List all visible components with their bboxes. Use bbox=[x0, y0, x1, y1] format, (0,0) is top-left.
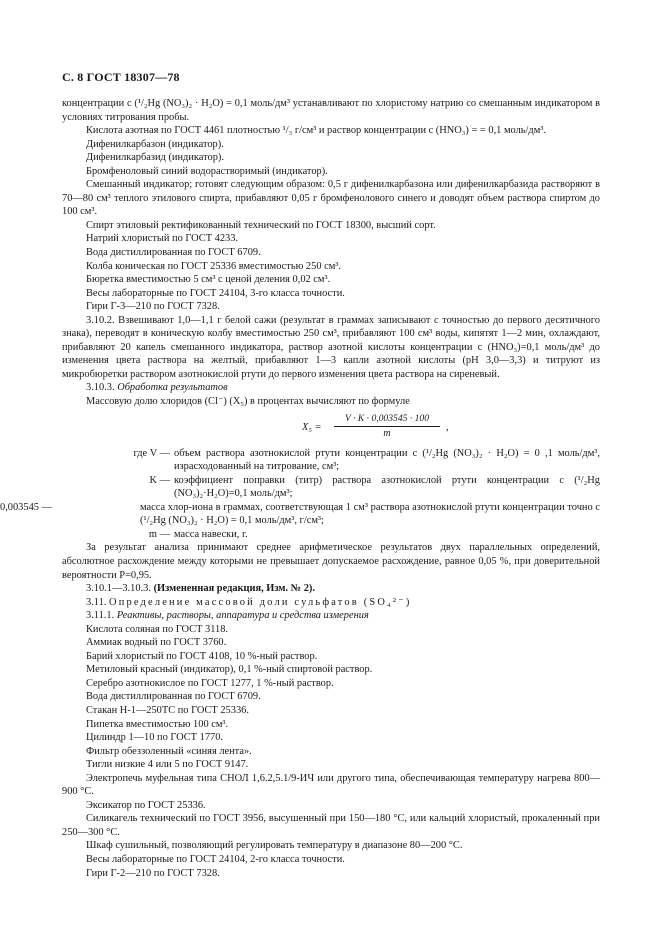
definition-term: 0,003545 — bbox=[0, 501, 52, 513]
formula-lhs: X₅ = bbox=[302, 421, 322, 433]
edition-amendment: (Измененная редакция, Изм. № 2). bbox=[153, 583, 315, 595]
reagent-item: Аммиак водный по ГОСТ 3760. bbox=[86, 637, 227, 649]
reagent-item: Пипетка вместимостью 100 см³. bbox=[86, 718, 229, 730]
item-conical-flask: Колба коническая по ГОСТ 25336 вместимостью 250 см³. bbox=[86, 260, 342, 272]
definition-text: масса навески, г. bbox=[174, 528, 248, 540]
reagent-item: Гири Г-2—210 по ГОСТ 7328. bbox=[86, 867, 220, 879]
section-number: 3.11. bbox=[86, 596, 107, 608]
definition-term: где V — bbox=[133, 447, 170, 459]
reagent-item: Кислота соляная по ГОСТ 3118. bbox=[86, 623, 229, 635]
page-content bbox=[0, 97, 600, 880]
reagent-item: Фильтр обеззоленный «синяя лента». bbox=[86, 745, 252, 757]
definition-row bbox=[62, 474, 600, 501]
reagent-item: Шкаф сушильный, позволяющий регулировать температуру в диапазоне 80—200 °С. bbox=[86, 840, 463, 852]
item-diphenylcarbazide: Дифенилкарбазид (индикатор). bbox=[86, 152, 224, 164]
reagent-item: Стакан Н-1—250ТС по ГОСТ 25336. bbox=[86, 704, 249, 716]
paragraph-titration: концентрации c (¹/₂Hg (NO₃)₂ · H₂O) = 0,1 моль/дм³ устанавливают по хлористому натрию со смешанным индикатором в условиях титрования пробы. bbox=[62, 98, 600, 123]
chloride-formula bbox=[62, 410, 600, 445]
item-distilled-water: Вода дистиллированная по ГОСТ 6709. bbox=[86, 247, 261, 259]
item-sodium-chloride: Натрий хлористый по ГОСТ 4233. bbox=[86, 233, 239, 245]
paragraph-3-10-2: 3.10.2. Взвешивают 1,0—1,1 г белой сажи (результат в граммах записывают с точностью до первого десятичного знака), переводят в коническую колбу вместимостью 250 см³, прибавляют 100 см³ воды, кипятят 1—2 мин, охлаждают, прибавляют 20 капель смешанного индикатора, раствор азотной кислоты концентрации c (HNO₃)=0,1 моль/дм³ до изменения цвета раствора на желтый, прибавляют 1—3 капли азотной кислоты (pH 3,0—3,3) и титруют из микробюретки раствором азотнокислой ртути до первого изменения цвета раствора на сиреневый. bbox=[62, 314, 600, 380]
section-number: 3.11.1. bbox=[86, 610, 115, 622]
section-title: Реактивы, растворы, аппаратура и средства измерения bbox=[116, 610, 369, 622]
formula-fraction bbox=[334, 412, 440, 441]
item-scales: Весы лабораторные по ГОСТ 24104, 3-го класса точности. bbox=[86, 287, 345, 299]
section-3-11 bbox=[62, 596, 600, 610]
edition-note bbox=[62, 582, 600, 596]
section-title: Определение массовой доли сульфатов (SO₄²⁻) bbox=[109, 596, 412, 608]
paragraph-mixed-indicator: Смешанный индикатор; готовят следующим образом: 0,5 г дифенилкарбазона или дифенилкарбазида растворяют в 70—80 см³ теплого этилового спирта, прибавляют 0,05 г бромфенолового синего и доводят объем раствора спиртом до 100 см³. bbox=[62, 179, 600, 218]
formula-denominator: m bbox=[383, 428, 391, 440]
definition-text: объем раствора азотнокислой ртути концентрации c (¹/₂Hg (NO₃)₂ · H₂O) = 0 ,1 моль/дм³, израсходованный на титрование, см³; bbox=[174, 447, 600, 473]
section-3-10-3 bbox=[62, 381, 600, 395]
item-bromophenol-blue: Бромфеноловый синий водорастворимый (индикатор). bbox=[86, 165, 328, 177]
section-3-11-1 bbox=[62, 609, 600, 623]
section-title: Обработка результатов bbox=[117, 382, 228, 394]
page-header: С. 8 ГОСТ 18307—78 bbox=[62, 70, 180, 84]
formula-definitions bbox=[0, 447, 600, 542]
definition-row bbox=[62, 447, 600, 474]
definition-term: m — bbox=[148, 528, 170, 540]
formula-intro: Массовую долю хлоридов (Cl⁻) (X₅) в процентах вычисляют по формуле bbox=[86, 396, 410, 408]
definition-term: K — bbox=[149, 474, 170, 486]
reagent-item: Метиловый красный (индикатор), 0,1 %-ный спиртовой раствор. bbox=[86, 664, 373, 676]
item-ethyl-alcohol: Спирт этиловый ректификованный технический по ГОСТ 18300, высший сорт. bbox=[86, 219, 436, 231]
item-burette: Бюретка вместимостью 5 см³ с ценой деления 0,02 см³. bbox=[86, 274, 331, 286]
reagent-item: Барий хлористый по ГОСТ 4108, 10 %-ный раствор. bbox=[86, 650, 318, 662]
definition-row bbox=[0, 501, 600, 528]
item-weights: Гири Г-3—210 по ГОСТ 7328. bbox=[86, 301, 220, 313]
reagent-item: Весы лабораторные по ГОСТ 24104, 2-го класса точности. bbox=[86, 853, 345, 865]
formula-numerator: V · K · 0,003545 · 100 bbox=[334, 412, 440, 428]
paragraph-nitric-acid: Кислота азотная по ГОСТ 4461 плотностью ¹/₃ г/см³ и раствор концентрации c (HNO₃) = = 0,1 моль/дм³. bbox=[86, 125, 546, 137]
reagent-item: Тигли низкие 4 или 5 по ГОСТ 9147. bbox=[86, 759, 249, 771]
item-diphenylcarbazone: Дифенилкарбазон (индикатор). bbox=[86, 138, 224, 150]
reagent-item: Силикагель технический по ГОСТ 3956, высушенный при 150—180 °С, или кальций хлористый, прокаленный при 250—300 °С. bbox=[62, 813, 600, 838]
reagent-item: Цилиндр 1—10 по ГОСТ 1770. bbox=[86, 732, 224, 744]
definition-row bbox=[62, 528, 600, 542]
edition-range: 3.10.1—3.10.3. bbox=[86, 583, 151, 595]
formula-comma: , bbox=[446, 421, 449, 433]
section-number: 3.10.3. bbox=[86, 382, 115, 394]
reagent-item: Серебро азотнокислое по ГОСТ 1277, 1 %-ный раствор. bbox=[86, 677, 334, 689]
paragraph-result: За результат анализа принимают среднее арифметическое результатов двух параллельных определений, абсолютное расхождение между которыми не превышает допускаемое расхождение, равное 0,05 %, при доверительной вероятности P=0,95. bbox=[62, 542, 600, 581]
definition-text: коэффициент поправки (титр) раствора азотнокислой ртути концентрации c (¹/₂Hg (NO₃)₂·H₂O)=0,1 моль/дм³; bbox=[174, 474, 600, 500]
reagent-item: Эксикатор по ГОСТ 25336. bbox=[86, 799, 206, 811]
reagent-item: Электропечь муфельная типа СНОЛ 1,6.2,5.1/9-ИЧ или другого типа, обеспечивающая температуру нагрева 800—900 °С. bbox=[62, 772, 600, 798]
definition-text: масса хлор-иона в граммах, соответствующая 1 см³ раствора азотнокислой ртути концентрации точно c (¹/₂Hg (NO₃)₂ · H₂O) = 0,1 моль/дм³, г/см³; bbox=[140, 501, 600, 527]
reagent-item: Вода дистиллированная по ГОСТ 6709. bbox=[86, 691, 261, 703]
